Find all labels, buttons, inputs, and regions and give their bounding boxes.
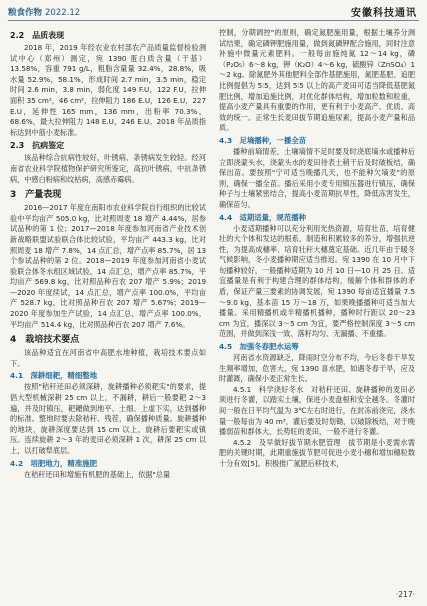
subsection-heading: 2.2 品质表现 (10, 31, 65, 40)
paragraph: 在秸秆还田和增施有机肥的基础上，依据"总量 (24, 469, 171, 479)
journal-name: 粮食作物 (8, 8, 43, 18)
section-heading: 4 栽培技术要点 (10, 335, 80, 346)
header-divider (8, 20, 419, 21)
subsection-heading: 4.4 适期适量，规范播种 (219, 212, 306, 222)
paragraph: 播种前墒情差，土壤墒情不足时要及时浇底墒水或播种后立即浇蒙头水，浇蒙头水的麦田待表土稍干后及时破板结，确保出苗。要按照"宁可适当晚播几天，也不能种欠墒麦"的原则，确保一播全苗。播后采用小麦专用镇压器进行镇压，确保种子与土壤紧密结合，提高小麦苗期抗旱性，降低冻害发生，确保苗匀。 (219, 146, 415, 209)
paragraph: 该品种综合抗病性较好，叶锈病、条锈病发生较轻。经河南省农业科学院植物保护研究所鉴定，高抗叶锈病，中抗条锈病，中感白粉病和纹枯病，高感赤霉病。 (10, 153, 206, 184)
subsection-heading: 4.3 足墒播种，一播全苗 (219, 135, 306, 145)
page-header (0, 0, 427, 24)
subsection-heading: 4.5 加强冬春肥水运筹 (219, 342, 299, 352)
left-column (10, 28, 206, 588)
paragraph: 4.5.1 科学浇好冬水 对秸秆还田、旋耕播种的麦田必须进行冬灌，以踏实土壤，保进小麦盘根和安全越冬。冬灌时间一般在日平均气温为 3℃左右时进行，在封冻前浇完，浇水量一般每亩为 40 m³，灌后要及时划锄，以破除板结，对于晚播弱苗和群体大、长势旺的麦田，一般不进行冬灌。 (219, 384, 415, 437)
paragraph: 4.5.2 及早做好拔节期水肥管理 拔节期是小麦需水需肥的关键时期，此期重施拔节肥可促进小麦小穗和增加穗粒数十分有效[5]。积极推广氮肥后移技术， (219, 437, 415, 468)
subsection-heading: 4.2 培肥地力，精准施肥 (10, 458, 97, 468)
paragraph: 2018 年，2019 年经农业农村部农产品质量监督检验测试中心（郑州）测定，宛 1390 蛋白质含量（干基）13.58%，容重 791 g/L，粗脂含量量 32.4%，28.8%，吸水量 52.9%，58.1%，形成时间 2.7 min，3.5 min，稳定时间 2.6 min，3.8 min，弱化度 149 F.U，122 F.U，拉伸面积 35 cm²，46 cm²，拉伸阻力 186 E.U，126 E.U，227 E.U，延伸性 165 mm，136 mm，出粉率 70.3%，68.6%，最大拉伸阻力 148 E.U，246 E.U。2018 年品质指标达到中筋小麦标准。 (10, 43, 206, 137)
paragraph: 该品种适宜在河南省中高肥水地种植，栽培技术要点如下。 (10, 348, 206, 368)
paragraph: 河南省水资源缺乏，降雨时空分布不均，今后冬春干旱发生频率增加，危害大，宛 1390 喜水肥，如遇冬春干旱，应及时灌溉，确保小麦正常生长。 (219, 353, 415, 384)
right-column (219, 28, 415, 588)
journal-section (8, 6, 80, 18)
journal-title: 安徽科技通讯 (351, 8, 417, 19)
paragraph: 2016—2017 年度在南阳市农业科学院自行组织的比较试验中平均亩产 505.0 kg，比对照周麦 18 增产 4.44%，居参试品种的第 1 位；2017—2018 年度参加河南省产业技术创新战略联盟试验联合体比较试验，平均亩产 443.3 kg，比对照周麦 18 增产 7.8%，14 点汇总，增产点率 85.7%，居 13 个参试品种的第 2 位。2018—2019 年度参加河南省小麦试验联合体冬水组区域试验，14 点汇总，增产点率 85.7%，平均亩产 569.8 kg，比对照品种百农 207 增产 5.9%；2019—2020 年度续试，14 点汇总，增产点率 100.0%，平均亩产 528.7 kg，比对照品种百农 207 增产 5.67%；2019—2020 年度参加生产试验，14 点汇总，增产点率 100.0%，平均亩产 514.4 kg，比对照品种百农 207 增产 7.6%。 (10, 203, 206, 329)
page-number: ·217· (395, 590, 415, 599)
paragraph: 小麦适期播种可以充分利用光热资源，培育壮苗，培育健壮的大个体和发达的根系，制造和积累较多的养分，增强抗逆性，为提高成穗率、培育壮秆大穗奠定基础。近几年由于暖冬气候影响，冬小麦播种期应适当推迟。宛 1390 在 10 月中下旬播种较好，一般播种适期为 10 月 10 日—10 月 25 日。适宜播量是有利于构建合理的群体结构，缓解个体和群体的矛盾，保证产量三要素的协调发展，宛 1390 每亩适宜播量 7.5～9.0 kg，基本苗 15 万～18 万，如果晚播播种可适当加大播量。采用精播机或半精播机播种，播种时行距以 20～23 cm 为宜，播深以 3～5 cm 为宜，要严格控制深度 3～5 cm 范围，并做到深浅一致、落籽均匀、无漏播、不重播。 (219, 223, 415, 339)
subsection-heading: 4.1 深耕细耙，精细整地 (10, 371, 97, 381)
paragraph: 按照"秸秆还田必须深耕，旋耕播种必须耙实"的要求，提倡大型机械深耕 25 cm 以上，不漏耕，耕后一般要耙 2～3 遍，并及时镇压，耙耱做到地平、土细、上虚下实，达到播种的标准。整地时要去除秸秆、残茬，确保播种质量。旋耕播种的地块，旋耕深度要达到 15 cm 以上，旋耕后要耙实或镇压。连续旋耕 2～3 年的麦田必须深耕 1 次，耕深 25 cm 以上，以打破犁底层。 (10, 382, 206, 455)
subsection-heading: 2.3 抗病鉴定 (10, 141, 65, 151)
paragraph: 控制，分期调控"的原则，确定氮肥施用量，根据土壤养分测试结果，确定磷钾肥施用量，做到氮磷钾配合施用，同时注意补施中微量元素肥料。一般每亩施纯氮 12～14 kg，磷（P₂O₅）6～8 kg，钾（K₂O）4～6 kg，硫酸锌（ZnSO₄）1～2 kg。除氮肥外其他肥料全部作基肥施用，氮肥基肥、追肥比例提倡为 5∶5，达到 5∶5 以上的高产麦田可适当降低基肥氮肥比例，增加追施比例，对优化群体结构，增加粒数和粒重，提高小麦产量具有重要的作用，更有利于小麦高产、优质、高效的统一。正常生长麦田拔节期追施尿素，提高小麦产量和品质。 (219, 28, 415, 133)
journal-issue: 2022.12 (45, 8, 81, 18)
section-heading: 3 产量表现 (10, 190, 62, 201)
